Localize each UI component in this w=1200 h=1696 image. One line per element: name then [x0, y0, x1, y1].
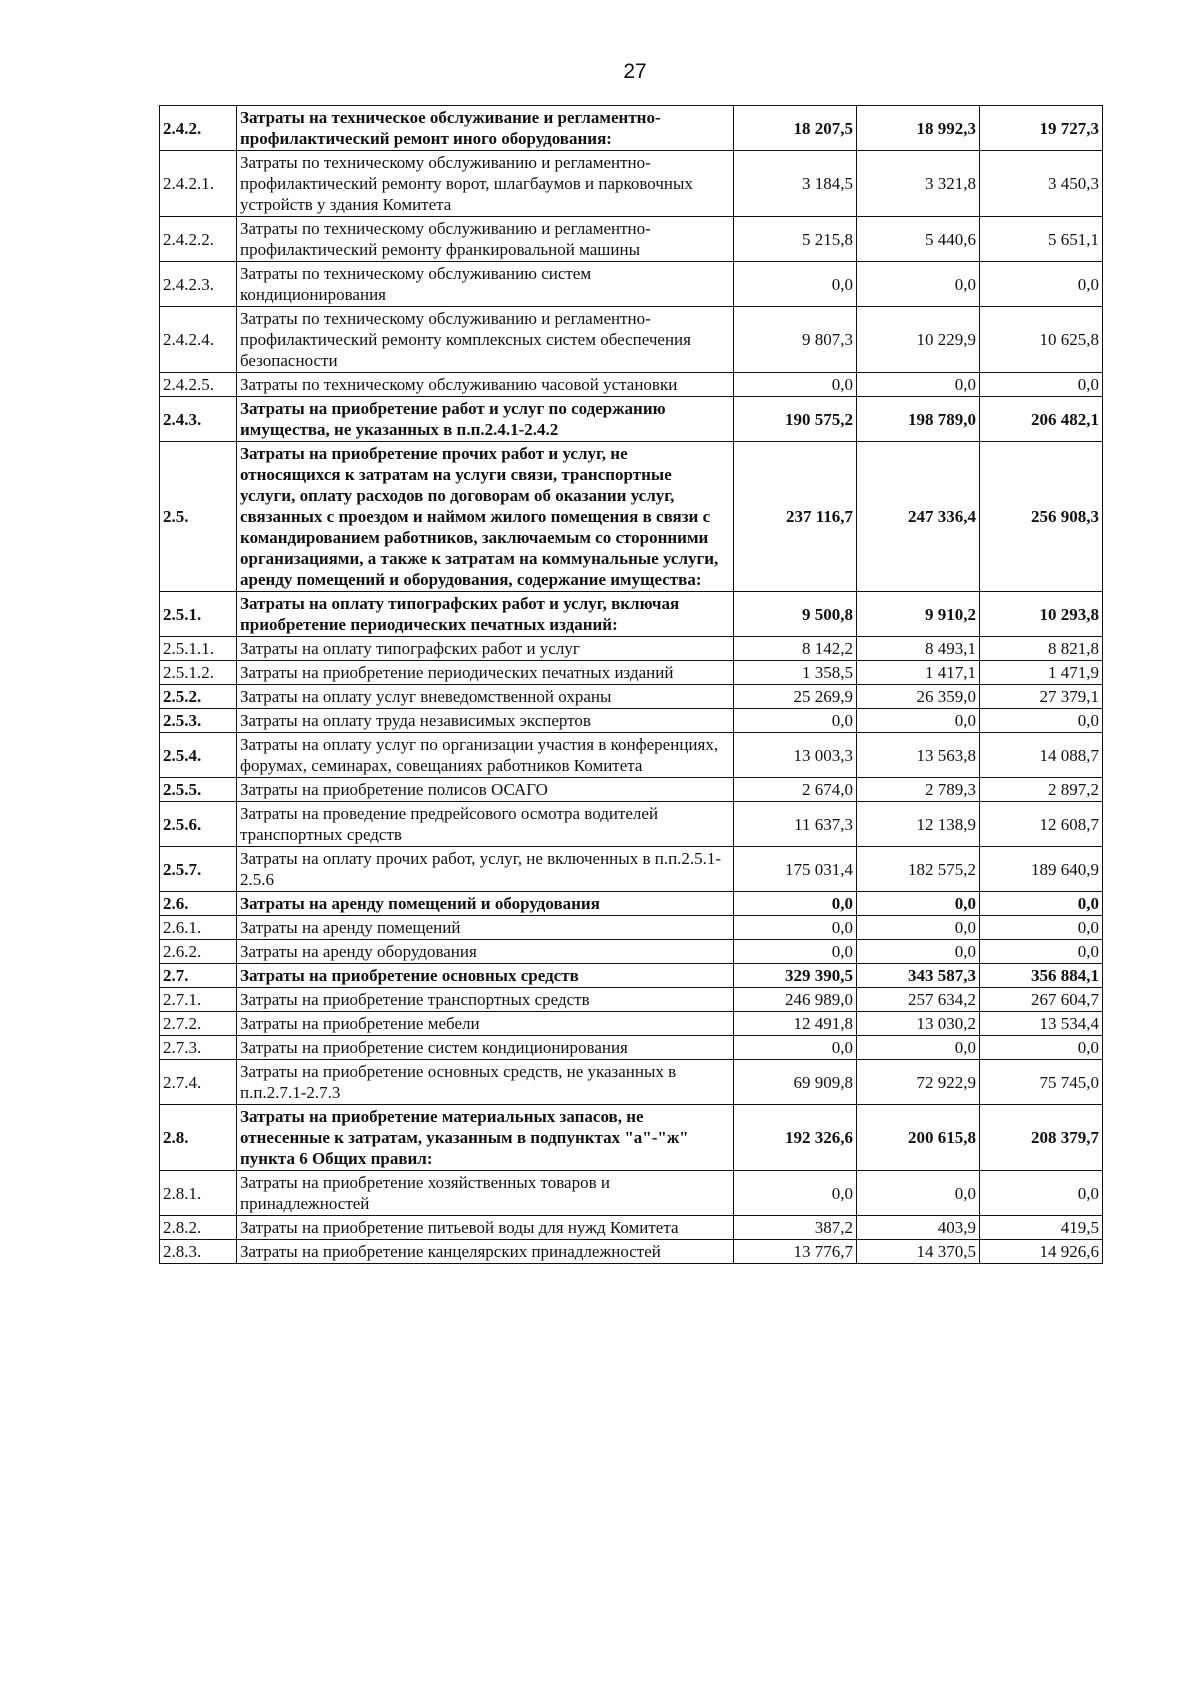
table-row: [160, 217, 1103, 262]
row-value-year-3: 1 471,9: [980, 661, 1103, 685]
row-value-year-2: 12 138,9: [857, 802, 980, 847]
row-value-year-1: 329 390,5: [734, 964, 857, 988]
row-code: 2.7.1.: [160, 988, 237, 1012]
row-value-year-1: 387,2: [734, 1216, 857, 1240]
row-code: 2.6.2.: [160, 940, 237, 964]
row-value-year-3: 0,0: [980, 1171, 1103, 1216]
row-value-year-1: 25 269,9: [734, 685, 857, 709]
row-value-year-2: 0,0: [857, 940, 980, 964]
row-value-year-2: 10 229,9: [857, 307, 980, 373]
row-value-year-1: 11 637,3: [734, 802, 857, 847]
row-value-year-3: 419,5: [980, 1216, 1103, 1240]
table-row: [160, 1060, 1103, 1105]
row-code: 2.5.1.: [160, 592, 237, 637]
row-description: Затраты на оплату прочих работ, услуг, не включенных в п.п.2.5.1-2.5.6: [237, 847, 734, 892]
row-value-year-1: 8 142,2: [734, 637, 857, 661]
row-value-year-1: 13 776,7: [734, 1240, 857, 1264]
row-code: 2.8.3.: [160, 1240, 237, 1264]
row-description: Затраты на приобретение периодических печатных изданий: [237, 661, 734, 685]
row-value-year-1: 190 575,2: [734, 397, 857, 442]
row-value-year-2: 182 575,2: [857, 847, 980, 892]
row-description: Затраты по техническому обслуживанию и регламентно-профилактический ремонту ворот, шлагбаумов и парковочных устройств у здания Комитета: [237, 151, 734, 217]
row-value-year-3: 8 821,8: [980, 637, 1103, 661]
table-row: [160, 1036, 1103, 1060]
row-value-year-2: 403,9: [857, 1216, 980, 1240]
row-value-year-1: 5 215,8: [734, 217, 857, 262]
row-value-year-3: 3 450,3: [980, 151, 1103, 217]
row-code: 2.6.1.: [160, 916, 237, 940]
row-description: Затраты на оплату услуг по организации участия в конференциях, форумах, семинарах, совещаниях работников Комитета: [237, 733, 734, 778]
row-value-year-2: 1 417,1: [857, 661, 980, 685]
row-code: 2.4.3.: [160, 397, 237, 442]
row-value-year-3: 2 897,2: [980, 778, 1103, 802]
row-description: Затраты на приобретение основных средств, не указанных в п.п.2.7.1-2.7.3: [237, 1060, 734, 1105]
row-code: 2.5.4.: [160, 733, 237, 778]
row-value-year-3: 0,0: [980, 1036, 1103, 1060]
row-value-year-3: 0,0: [980, 709, 1103, 733]
table-row: [160, 733, 1103, 778]
row-value-year-1: 0,0: [734, 1036, 857, 1060]
row-value-year-2: 18 992,3: [857, 106, 980, 151]
row-value-year-1: 2 674,0: [734, 778, 857, 802]
row-value-year-2: 0,0: [857, 709, 980, 733]
row-value-year-1: 0,0: [734, 373, 857, 397]
table-row: [160, 637, 1103, 661]
row-code: 2.4.2.4.: [160, 307, 237, 373]
row-value-year-1: 0,0: [734, 940, 857, 964]
row-code: 2.7.3.: [160, 1036, 237, 1060]
table-row: [160, 892, 1103, 916]
row-description: Затраты на приобретение систем кондиционирования: [237, 1036, 734, 1060]
row-description: Затраты на приобретение прочих работ и услуг, не относящихся к затратам на услуги связи, транспортные услуги, оплату расходов по договорам об оказании услуг, связанных с проездом и наймом жилого помещения в связи с командированием работников, заключаемым со сторонними организациями, а также к затратам на коммунальные услуги, аренду помещений и оборудования, содержание имущества:: [237, 442, 734, 592]
row-code: 2.4.2.5.: [160, 373, 237, 397]
row-value-year-3: 206 482,1: [980, 397, 1103, 442]
row-description: Затраты на оплату типографских работ и услуг, включая приобретение периодических печатных изданий:: [237, 592, 734, 637]
row-code: 2.5.1.2.: [160, 661, 237, 685]
row-description: Затраты по техническому обслуживанию систем кондиционирования: [237, 262, 734, 307]
row-value-year-2: 9 910,2: [857, 592, 980, 637]
row-description: Затраты на оплату типографских работ и услуг: [237, 637, 734, 661]
table-row: [160, 778, 1103, 802]
row-description: Затраты на аренду помещений: [237, 916, 734, 940]
row-code: 2.8.: [160, 1105, 237, 1171]
row-value-year-3: 0,0: [980, 262, 1103, 307]
row-value-year-2: 343 587,3: [857, 964, 980, 988]
row-value-year-2: 0,0: [857, 1036, 980, 1060]
row-description: Затраты на приобретение материальных запасов, не отнесенные к затратам, указанным в подпунктах "а"-"ж" пункта 6 Общих правил:: [237, 1105, 734, 1171]
row-value-year-1: 12 491,8: [734, 1012, 857, 1036]
row-value-year-1: 9 500,8: [734, 592, 857, 637]
table-row: [160, 1216, 1103, 1240]
table-row: [160, 802, 1103, 847]
table-row: [160, 397, 1103, 442]
row-code: 2.8.1.: [160, 1171, 237, 1216]
row-value-year-2: 2 789,3: [857, 778, 980, 802]
table-row: [160, 988, 1103, 1012]
row-value-year-1: 1 358,5: [734, 661, 857, 685]
row-value-year-3: 0,0: [980, 892, 1103, 916]
row-value-year-2: 13 030,2: [857, 1012, 980, 1036]
row-value-year-2: 8 493,1: [857, 637, 980, 661]
row-code: 2.7.2.: [160, 1012, 237, 1036]
row-value-year-1: 175 031,4: [734, 847, 857, 892]
row-value-year-3: 256 908,3: [980, 442, 1103, 592]
row-description: Затраты на приобретение работ и услуг по содержанию имущества, не указанных в п.п.2.4.1-2.4.2: [237, 397, 734, 442]
row-value-year-2: 3 321,8: [857, 151, 980, 217]
row-code: 2.5.2.: [160, 685, 237, 709]
row-code: 2.6.: [160, 892, 237, 916]
table-row: [160, 940, 1103, 964]
row-description: Затраты на аренду помещений и оборудования: [237, 892, 734, 916]
budget-table-body: [160, 106, 1103, 1264]
row-value-year-2: 198 789,0: [857, 397, 980, 442]
row-value-year-3: 19 727,3: [980, 106, 1103, 151]
row-code: 2.7.: [160, 964, 237, 988]
row-code: 2.5.3.: [160, 709, 237, 733]
row-value-year-2: 0,0: [857, 916, 980, 940]
row-code: 2.4.2.3.: [160, 262, 237, 307]
budget-table: [159, 105, 1103, 1264]
table-row: [160, 661, 1103, 685]
row-value-year-2: 247 336,4: [857, 442, 980, 592]
row-value-year-2: 5 440,6: [857, 217, 980, 262]
table-row: [160, 964, 1103, 988]
row-value-year-3: 10 625,8: [980, 307, 1103, 373]
row-value-year-3: 189 640,9: [980, 847, 1103, 892]
row-description: Затраты на приобретение хозяйственных товаров и принадлежностей: [237, 1171, 734, 1216]
row-code: 2.4.2.: [160, 106, 237, 151]
row-description: Затраты по техническому обслуживанию и регламентно-профилактический ремонту комплексных систем обеспечения безопасности: [237, 307, 734, 373]
row-value-year-2: 200 615,8: [857, 1105, 980, 1171]
row-value-year-1: 69 909,8: [734, 1060, 857, 1105]
row-value-year-3: 13 534,4: [980, 1012, 1103, 1036]
page-number: 27: [623, 60, 647, 83]
row-description: Затраты на проведение предрейсового осмотра водителей транспортных средств: [237, 802, 734, 847]
row-value-year-3: 75 745,0: [980, 1060, 1103, 1105]
table-row: [160, 685, 1103, 709]
row-description: Затраты на приобретение полисов ОСАГО: [237, 778, 734, 802]
row-description: Затраты на приобретение канцелярских принадлежностей: [237, 1240, 734, 1264]
row-value-year-3: 14 088,7: [980, 733, 1103, 778]
row-value-year-3: 10 293,8: [980, 592, 1103, 637]
row-value-year-3: 5 651,1: [980, 217, 1103, 262]
row-code: 2.5.6.: [160, 802, 237, 847]
row-description: Затраты по техническому обслуживанию часовой установки: [237, 373, 734, 397]
row-code: 2.5.5.: [160, 778, 237, 802]
row-value-year-3: 12 608,7: [980, 802, 1103, 847]
row-value-year-3: 27 379,1: [980, 685, 1103, 709]
row-value-year-3: 0,0: [980, 916, 1103, 940]
row-code: 2.7.4.: [160, 1060, 237, 1105]
table-row: [160, 262, 1103, 307]
row-description: Затраты по техническому обслуживанию и регламентно-профилактический ремонту франкировальной машины: [237, 217, 734, 262]
row-value-year-2: 0,0: [857, 1171, 980, 1216]
table-row: [160, 592, 1103, 637]
row-description: Затраты на приобретение мебели: [237, 1012, 734, 1036]
row-description: Затраты на приобретение питьевой воды для нужд Комитета: [237, 1216, 734, 1240]
table-row: [160, 442, 1103, 592]
row-value-year-1: 246 989,0: [734, 988, 857, 1012]
row-code: 2.5.: [160, 442, 237, 592]
row-code: 2.8.2.: [160, 1216, 237, 1240]
row-value-year-1: 237 116,7: [734, 442, 857, 592]
row-code: 2.4.2.2.: [160, 217, 237, 262]
row-value-year-1: 0,0: [734, 916, 857, 940]
row-value-year-3: 267 604,7: [980, 988, 1103, 1012]
row-value-year-2: 257 634,2: [857, 988, 980, 1012]
table-row: [160, 916, 1103, 940]
table-row: [160, 307, 1103, 373]
row-description: Затраты на аренду оборудования: [237, 940, 734, 964]
row-value-year-1: 0,0: [734, 262, 857, 307]
table-row: [160, 847, 1103, 892]
row-value-year-2: 0,0: [857, 262, 980, 307]
row-code: 2.4.2.1.: [160, 151, 237, 217]
table-row: [160, 151, 1103, 217]
row-value-year-1: 18 207,5: [734, 106, 857, 151]
row-value-year-1: 9 807,3: [734, 307, 857, 373]
table-row: [160, 1105, 1103, 1171]
row-value-year-3: 0,0: [980, 940, 1103, 964]
row-value-year-2: 14 370,5: [857, 1240, 980, 1264]
row-value-year-2: 13 563,8: [857, 733, 980, 778]
row-value-year-1: 0,0: [734, 709, 857, 733]
row-description: Затраты на оплату услуг вневедомственной охраны: [237, 685, 734, 709]
row-value-year-1: 13 003,3: [734, 733, 857, 778]
row-value-year-3: 208 379,7: [980, 1105, 1103, 1171]
row-description: Затраты на приобретение основных средств: [237, 964, 734, 988]
table-row: [160, 1171, 1103, 1216]
row-value-year-1: 192 326,6: [734, 1105, 857, 1171]
row-value-year-3: 14 926,6: [980, 1240, 1103, 1264]
row-value-year-1: 3 184,5: [734, 151, 857, 217]
row-value-year-1: 0,0: [734, 892, 857, 916]
row-value-year-2: 72 922,9: [857, 1060, 980, 1105]
table-row: [160, 1012, 1103, 1036]
table-row: [160, 1240, 1103, 1264]
row-description: Затраты на приобретение транспортных средств: [237, 988, 734, 1012]
row-value-year-3: 356 884,1: [980, 964, 1103, 988]
row-code: 2.5.1.1.: [160, 637, 237, 661]
row-description: Затраты на техническое обслуживание и регламентно-профилактический ремонт иного оборудования:: [237, 106, 734, 151]
row-description: Затраты на оплату труда независимых экспертов: [237, 709, 734, 733]
row-code: 2.5.7.: [160, 847, 237, 892]
row-value-year-3: 0,0: [980, 373, 1103, 397]
row-value-year-2: 0,0: [857, 892, 980, 916]
table-row: [160, 106, 1103, 151]
row-value-year-2: 26 359,0: [857, 685, 980, 709]
table-row: [160, 373, 1103, 397]
row-value-year-2: 0,0: [857, 373, 980, 397]
row-value-year-1: 0,0: [734, 1171, 857, 1216]
table-row: [160, 709, 1103, 733]
